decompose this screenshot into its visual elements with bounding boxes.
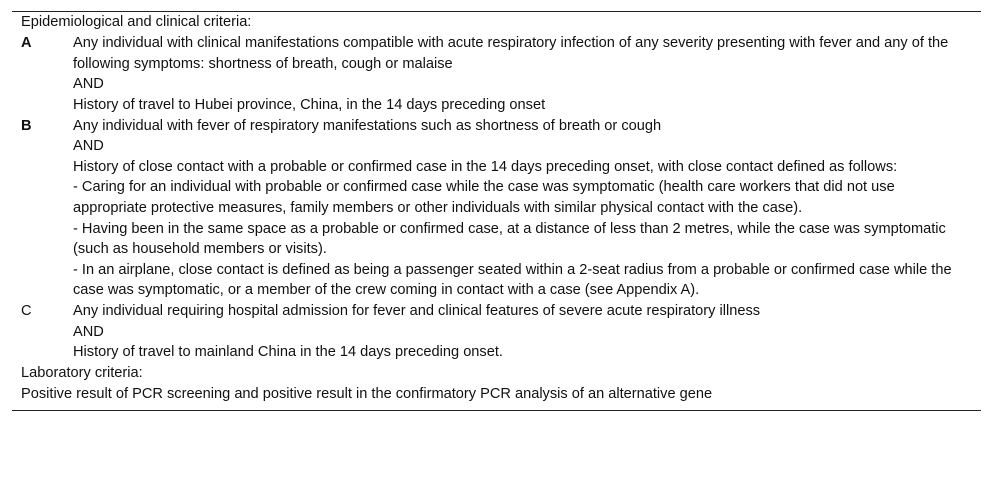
criterion-a-label: A	[21, 35, 32, 52]
criterion-a-and: AND	[73, 76, 104, 93]
criterion-b-text-1: Any individual with fever of respiratory manifestations such as shortness of breath or cough	[73, 117, 662, 134]
criterion-c-text-2: History of travel to mainland China in the 14 days preceding onset.	[73, 344, 503, 361]
criterion-b-item-1: - Caring for an individual with probable or confirmed case while the case was symptomatic (health care workers that did not use appropriate protective measures, family members or other individuals with similar physical contact with the case).	[73, 179, 895, 216]
criterion-c-label: C	[21, 302, 32, 319]
lab-header-row	[12, 363, 981, 384]
criterion-c-and: AND	[73, 323, 104, 340]
lab-text: Positive result of PCR screening and positive result in the confirmatory PCR analysis of an alternative gene	[21, 385, 713, 402]
criterion-a-text-2: History of travel to Hubei province, China, in the 14 days preceding onset	[73, 96, 546, 113]
criterion-b-text-2: History of close contact with a probable or confirmed case in the 14 days preceding onset, with close contact defined as follows:	[73, 158, 898, 175]
criterion-b-item-3: - In an airplane, close contact is defined as being a passenger seated within a 2-seat radius from a probable or confirmed case while the case was symptomatic, or a member of the crew coming in contact with a case (see Appendix A).	[73, 261, 952, 299]
epi-header-row	[12, 12, 981, 34]
criterion-a-row	[12, 33, 981, 74]
criterion-b-row	[12, 116, 981, 137]
criterion-b-item-2: - Having been in the same space as a probable or confirmed case, at a distance of less than 2 metres, while the case was symptomatic (such as household members or visits).	[73, 220, 946, 258]
epi-header: Epidemiological and clinical criteria:	[21, 14, 252, 30]
criterion-c-text-1: Any individual requiring hospital admission for fever and clinical features of severe acute respiratory illness	[73, 302, 761, 319]
criterion-b-and: AND	[73, 138, 104, 155]
lab-text-row	[12, 384, 981, 411]
criteria-table	[12, 11, 981, 411]
lab-header: Laboratory criteria:	[21, 364, 143, 381]
criterion-b-label: B	[21, 117, 32, 134]
criterion-a-text-1: Any individual with clinical manifestations compatible with acute respiratory infection of any severity presenting with fever and any of the following symptoms: shortness of breath, cough or malaise	[73, 35, 949, 72]
criterion-c-row	[12, 301, 981, 322]
